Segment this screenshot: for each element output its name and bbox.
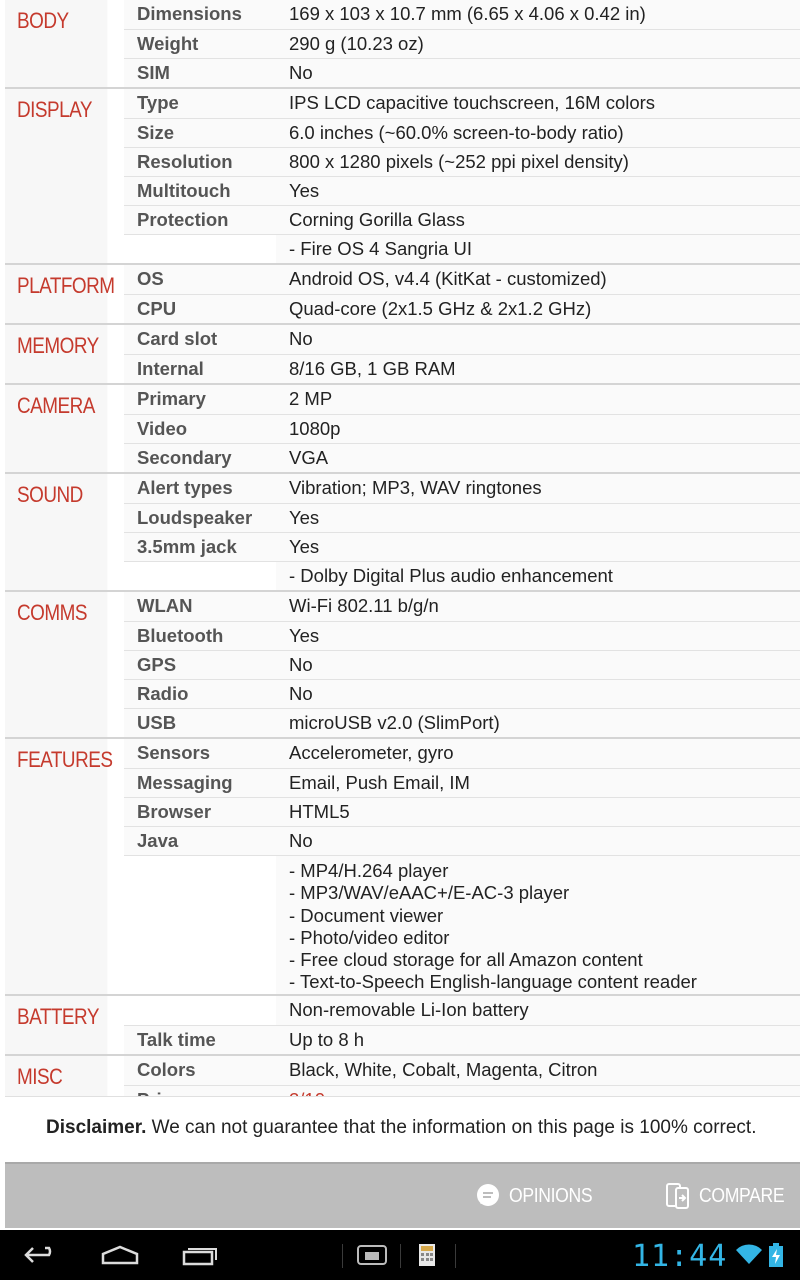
spec-row [124, 474, 800, 503]
wifi-status [734, 1230, 764, 1280]
spec-value: Yes [276, 504, 800, 529]
spec-section-memory [5, 325, 800, 385]
spec-section-features [5, 739, 800, 996]
spec-section-camera [5, 385, 800, 474]
spec-label: Internal [124, 355, 276, 380]
section-title: DISPLAY [5, 89, 107, 263]
spec-section-display [5, 89, 800, 265]
spec-label: Sensors [124, 739, 276, 764]
spec-section-comms [5, 592, 800, 739]
section-title: BATTERY [5, 996, 107, 1054]
spec-label: Resolution [124, 148, 276, 173]
compare-label: COMPARE [699, 1184, 785, 1207]
spec-row [124, 443, 800, 472]
spec-rows [124, 996, 800, 1054]
spec-rows [124, 265, 800, 323]
spec-value: No [276, 680, 800, 705]
spec-label: Browser [124, 798, 276, 823]
spec-row [124, 118, 800, 147]
spec-label: Multitouch [124, 177, 276, 202]
spec-label: OS [124, 265, 276, 290]
section-title: FEATURES [5, 739, 107, 994]
spec-label: Java [124, 827, 276, 852]
spec-value: Black, White, Cobalt, Magenta, Citron [276, 1056, 800, 1081]
compare-button[interactable] [665, 1164, 796, 1228]
disclaimer-label: Disclaimer. [46, 1117, 147, 1138]
home-icon [100, 1244, 140, 1266]
spec-row [124, 294, 800, 323]
bottom-action-bar [5, 1162, 800, 1228]
calculator-icon [417, 1242, 437, 1268]
spec-value: 800 x 1280 pixels (~252 ppi pixel density) [276, 148, 800, 173]
spec-rows [124, 0, 800, 87]
section-title: CAMERA [5, 385, 107, 472]
spec-row [124, 679, 800, 708]
spec-value: - MP4/H.264 player - MP3/WAV/eAAC+/E-AC-3 player - Document viewer - Photo/video editor - Free cloud storage for all Amazon content - Text-to-Speech English-language content reader [276, 856, 800, 994]
spec-label: Bluetooth [124, 622, 276, 647]
back-arrow-icon [23, 1244, 61, 1266]
spec-value: No [276, 827, 800, 852]
compare-phones-icon [665, 1182, 691, 1210]
home-button[interactable] [92, 1230, 148, 1280]
spec-label: Radio [124, 680, 276, 705]
spec-row [124, 650, 800, 679]
spec-row [124, 739, 800, 768]
section-title: PLATFORM [5, 265, 107, 323]
spec-label [124, 856, 276, 994]
spec-value: No [276, 59, 800, 84]
disclaimer-text: We can not guarantee that the information on this page is 100% correct. [151, 1117, 757, 1138]
spec-section-platform [5, 265, 800, 325]
spec-value: 6.0 inches (~60.0% screen-to-body ratio) [276, 119, 800, 144]
spec-value: 290 g (10.23 oz) [276, 30, 800, 55]
spec-row [124, 621, 800, 650]
back-button[interactable] [14, 1230, 70, 1280]
spec-label [124, 562, 276, 590]
spec-value: Wi-Fi 802.11 b/g/n [276, 592, 800, 617]
spec-value: 169 x 103 x 10.7 mm (6.65 x 4.06 x 0.42 in) [276, 0, 800, 25]
spec-label [124, 235, 276, 263]
spec-label: USB [124, 709, 276, 734]
spec-rows [124, 385, 800, 472]
spec-label: Size [124, 119, 276, 144]
spec-value: HTML5 [276, 798, 800, 823]
spec-label: Primary [124, 385, 276, 410]
recent-apps-button[interactable] [172, 1230, 228, 1280]
spec-row [124, 1056, 800, 1085]
wifi-icon [735, 1244, 763, 1266]
window-icon [356, 1243, 388, 1267]
opinions-button[interactable] [475, 1164, 604, 1228]
spec-label: Weight [124, 30, 276, 55]
spec-value: 1080p [276, 415, 800, 440]
spec-value: IPS LCD capacitive touchscreen, 16M colors [276, 89, 800, 114]
nav-divider [342, 1244, 343, 1268]
spec-label: Talk time [124, 1026, 276, 1051]
spec-value: Corning Gorilla Glass [276, 206, 800, 231]
spec-rows [124, 592, 800, 737]
spec-row [124, 234, 800, 263]
spec-label: GPS [124, 651, 276, 676]
spec-value: Up to 8 h [276, 1026, 800, 1051]
spec-row [124, 176, 800, 205]
spec-section-body [5, 0, 800, 89]
spec-row [124, 503, 800, 532]
spec-value: microUSB v2.0 (SlimPort) [276, 709, 800, 734]
spec-value: 2 MP [276, 385, 800, 410]
spec-label: Alert types [124, 474, 276, 499]
spec-value: Non-removable Li-Ion battery [276, 996, 800, 1021]
spec-rows [124, 89, 800, 263]
spec-row [124, 325, 800, 354]
spec-rows [124, 325, 800, 383]
spec-label: Secondary [124, 444, 276, 469]
spec-value: VGA [276, 444, 800, 469]
status-clock: 11:44 [632, 1239, 728, 1274]
spec-row [124, 532, 800, 561]
spec-row [124, 826, 800, 855]
battery-status [766, 1230, 786, 1280]
spec-row [124, 205, 800, 234]
spec-row [124, 561, 800, 590]
spec-label: Dimensions [124, 0, 276, 25]
opinions-label: OPINIONS [509, 1184, 593, 1207]
spec-row [124, 996, 800, 1025]
spec-rows [124, 474, 800, 590]
disclaimer-banner [5, 1096, 800, 1163]
spec-label: 3.5mm jack [124, 533, 276, 558]
spec-label: Type [124, 89, 276, 114]
spec-value: Yes [276, 177, 800, 202]
section-title: BODY [5, 0, 107, 87]
spec-label: Protection [124, 206, 276, 231]
spec-row [124, 414, 800, 443]
spec-row [124, 89, 800, 118]
spec-label: Card slot [124, 325, 276, 350]
spec-row [124, 0, 800, 29]
spec-rows [124, 739, 800, 994]
spec-row [124, 855, 800, 994]
calculator-button[interactable] [410, 1230, 444, 1280]
spec-section-sound [5, 474, 800, 592]
spec-label: Loudspeaker [124, 504, 276, 529]
spec-row [124, 768, 800, 797]
section-title: MEMORY [5, 325, 107, 383]
spec-table [5, 0, 800, 1116]
spec-value: Vibration; MP3, WAV ringtones [276, 474, 800, 499]
spec-row [124, 354, 800, 383]
spec-value: No [276, 651, 800, 676]
spec-row [124, 265, 800, 294]
spec-label: Colors [124, 1056, 276, 1081]
spec-label: CPU [124, 295, 276, 320]
spec-label: SIM [124, 59, 276, 84]
spec-row [124, 592, 800, 621]
spec-label [124, 996, 276, 1025]
spec-label: Video [124, 415, 276, 440]
spec-value: Android OS, v4.4 (KitKat - customized) [276, 265, 800, 290]
battery-charging-icon [769, 1243, 783, 1267]
spec-value: - Fire OS 4 Sangria UI [276, 235, 800, 260]
spec-row [124, 58, 800, 87]
spec-value: 8/16 GB, 1 GB RAM [276, 355, 800, 380]
spec-value: Quad-core (2x1.5 GHz & 2x1.2 GHz) [276, 295, 800, 320]
spec-value: Email, Push Email, IM [276, 769, 800, 794]
nav-divider [400, 1244, 401, 1268]
spec-label: Messaging [124, 769, 276, 794]
nav-divider [455, 1244, 456, 1268]
spec-row [124, 797, 800, 826]
spec-value: Yes [276, 622, 800, 647]
spec-row [124, 29, 800, 58]
spec-section-battery [5, 996, 800, 1056]
section-title: SOUND [5, 474, 107, 590]
spec-value: No [276, 325, 800, 350]
spec-row [124, 385, 800, 414]
spec-value: - Dolby Digital Plus audio enhancement [276, 562, 800, 587]
screen-toggle-button[interactable] [350, 1230, 394, 1280]
recent-apps-icon [181, 1244, 219, 1266]
chat-bubble-icon [475, 1183, 501, 1209]
section-title: MISC [5, 1056, 107, 1114]
spec-value: Yes [276, 533, 800, 558]
spec-row [124, 1025, 800, 1054]
spec-value: Accelerometer, gyro [276, 739, 800, 764]
spec-label: WLAN [124, 592, 276, 617]
spec-row [124, 708, 800, 737]
spec-row [124, 147, 800, 176]
section-title: COMMS [5, 592, 107, 737]
